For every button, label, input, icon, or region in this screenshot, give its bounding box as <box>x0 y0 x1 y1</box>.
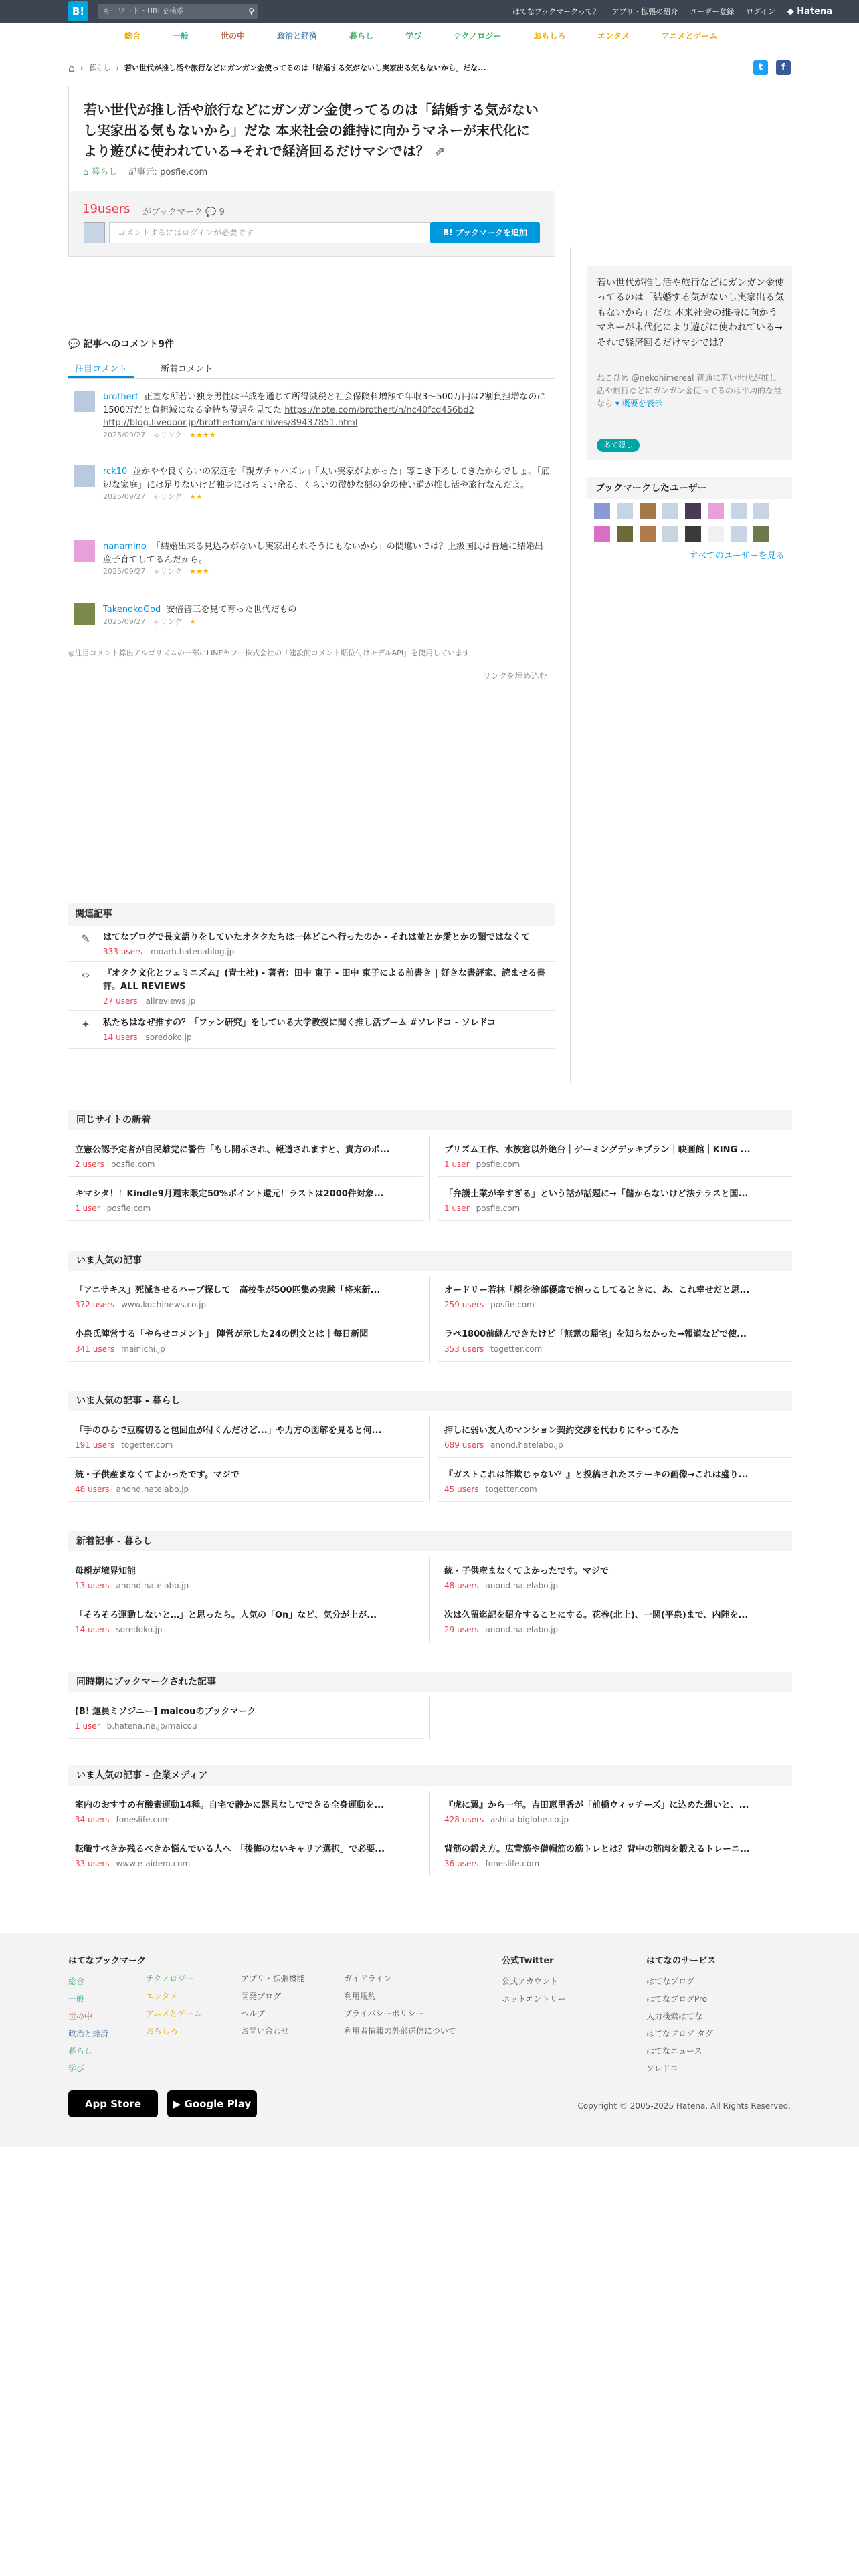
search-input[interactable] <box>98 4 258 19</box>
footer-col-apps <box>241 1970 305 2040</box>
comment-input[interactable]: コメントするにはログインが必要です <box>109 222 453 243</box>
section-heading: いま人気の記事 <box>68 1251 792 1271</box>
article-title[interactable]: 次は久留迄記を紹介することにする。花巻(北上)、一関(平泉)まで、内陸を... <box>444 1610 749 1620</box>
avatar[interactable] <box>617 503 633 519</box>
comment-link[interactable]: http://blog.livedoor.jp/brothertom/archives/89437851.html <box>103 418 358 428</box>
avatar[interactable] <box>74 603 95 625</box>
article-title[interactable]: [B! 運員ミソジニー] maicouのブックマーク <box>75 1707 256 1717</box>
article-meta <box>444 1344 542 1354</box>
google-play-badge[interactable]: ▶ Google Play <box>167 2090 257 2117</box>
article-users[interactable]: 36 users <box>444 1859 479 1868</box>
article-meta <box>75 1344 165 1354</box>
article-icon: ✎ <box>81 932 90 945</box>
article-cell[interactable] <box>68 1414 423 1458</box>
avatar[interactable] <box>617 526 633 542</box>
entry-title-text: 若い世代が推し活や旅行などにガンガン金使ってるのは「結婚する気がないし実家出る気もないから」だな 本来社会の維持に向かうマネーが末代化により遊びに使われている→それで経済回るだけマシでは？ <box>84 102 539 159</box>
article-domain[interactable]: anond.hatelabo.jp <box>116 1581 189 1590</box>
related-meta <box>103 946 234 957</box>
hatena-bookmark-logo[interactable]: B! <box>68 1 88 21</box>
nav-item[interactable]: 一般 <box>173 31 189 41</box>
article-meta <box>75 1859 190 1868</box>
article-domain[interactable]: togetter.com <box>490 1344 543 1354</box>
related-title[interactable]: はてなブログで長文語りをしていたオタクたちは一体どこへ行ったのか - それは並とか愛とかの類ではなくて <box>103 932 530 942</box>
article-meta <box>75 1160 155 1169</box>
related-meta <box>103 995 195 1006</box>
avatar[interactable] <box>594 503 610 519</box>
article-meta <box>75 1485 189 1494</box>
avatar[interactable] <box>74 540 95 562</box>
article-title[interactable]: オードリー若林「親を徐部優席で抱っこしてるときに、あ、これ幸せだと思... <box>444 1285 750 1295</box>
star-icon[interactable]: ★★★★ <box>189 430 216 439</box>
article-domain[interactable]: anond.hatelabo.jp <box>490 1440 563 1450</box>
tab-new-comments[interactable]: 新着コメント <box>161 364 213 374</box>
footer-link[interactable]: 開発ブログ <box>241 1992 282 2001</box>
entry-title[interactable] <box>84 100 539 162</box>
article-title[interactable]: 「手のひらで豆腐切ると包回血が付くんだけど...」や力方の図解を見ると何... <box>75 1426 382 1436</box>
article-cell[interactable] <box>68 1273 423 1317</box>
article-domain[interactable]: posfie.com <box>110 1160 155 1169</box>
article-users[interactable]: 1 user <box>75 1204 100 1213</box>
article-cell[interactable] <box>438 1414 792 1458</box>
nav-item[interactable]: 学び <box>405 31 422 41</box>
footer-heading: はてなブックマーク <box>68 1956 147 1966</box>
comments-count: 9 <box>219 207 225 217</box>
related-meta <box>103 1031 192 1043</box>
comments-heading <box>68 337 174 350</box>
footer-link[interactable]: はてなブログPro <box>646 1994 708 2004</box>
footer-link[interactable]: ソレドコ <box>646 2064 678 2073</box>
article-users[interactable]: 1 user <box>75 1721 100 1731</box>
article-users[interactable]: 372 users <box>75 1300 115 1309</box>
category-nav <box>0 23 859 49</box>
avatar[interactable] <box>662 526 678 542</box>
footer-link[interactable]: エンタメ <box>146 1992 178 2001</box>
article-cell[interactable] <box>68 1695 423 1739</box>
comment-date[interactable]: 2025/09/27 <box>103 617 146 626</box>
article-meta <box>444 1859 539 1868</box>
article-meta <box>444 1440 563 1450</box>
article-meta <box>444 1160 520 1169</box>
comment-meta <box>103 430 551 441</box>
footer-link[interactable]: 人力検索はてな <box>646 2012 703 2021</box>
comment-rank: ゃリンク <box>153 430 183 439</box>
comment-rank: ゃリンク <box>153 617 183 626</box>
comment-meta <box>103 617 551 628</box>
article-domain[interactable]: soredoko.jp <box>116 1625 163 1634</box>
twitter-share-icon[interactable]: t <box>753 60 768 75</box>
bookmark-label <box>142 205 225 217</box>
article-users[interactable]: 34 users <box>75 1815 110 1824</box>
avatar[interactable] <box>708 503 724 519</box>
bookmarked-users-heading: ブックマークしたユーザー <box>587 477 792 499</box>
article-meta <box>75 1721 197 1731</box>
footer <box>0 1933 859 2147</box>
avatar[interactable] <box>731 503 747 519</box>
footer-link[interactable]: 学び <box>68 2064 85 2073</box>
article-cell[interactable] <box>68 1317 423 1362</box>
article-title[interactable]: プリズム工作、水族窓以外絶台｜ゲーミングデッキプラン｜映画館｜KING ... <box>444 1145 751 1155</box>
footer-col-guides <box>344 1970 456 2040</box>
avatar[interactable] <box>74 465 95 487</box>
article-domain[interactable]: posfie.com <box>490 1300 535 1309</box>
related-item[interactable] <box>68 962 555 1011</box>
article-meta <box>75 1204 151 1213</box>
article-title[interactable]: キマシタ！！Kindle9月週末限定50%ポイント還元！ラストは2000件対象... <box>75 1189 384 1199</box>
avatar[interactable] <box>753 503 769 519</box>
comment-icon: 💬 <box>205 207 217 217</box>
article-meta <box>75 1815 170 1824</box>
article-users[interactable]: 689 users <box>444 1440 484 1450</box>
footer-link[interactable]: お問い合わせ <box>241 2026 290 2036</box>
footer-col-bookmark <box>68 1953 146 2077</box>
star-icon[interactable]: ★ <box>189 617 197 626</box>
tab-popular-comments[interactable]: 注目コメント <box>68 361 134 378</box>
comment-user[interactable]: nanamino <box>103 542 147 552</box>
related-users[interactable]: 333 users <box>103 947 143 956</box>
article-title[interactable]: 統・子供産まなくてよかったです。マジで <box>444 1566 609 1576</box>
related-domain[interactable]: soredoko.jp <box>145 1033 192 1042</box>
article-domain[interactable]: posfie.com <box>476 1160 520 1169</box>
comment-text: 並かやや良くらいの家庭を「親ガチャハズレ」「太い実家がよかった」等こき下ろしてきたからでしょ。「底辺な家庭」には足りないけど独身にはちょい余る、くらいの微妙な額の金の使い道が推し活や旅行なんだよ。 <box>103 467 550 490</box>
source-label: 記事元: <box>128 167 157 177</box>
add-bookmark-button[interactable]: B! ブックマークを追加 <box>430 222 540 243</box>
article-cell[interactable] <box>438 1177 792 1221</box>
avatar <box>84 222 105 243</box>
article-domain[interactable]: togetter.com <box>485 1485 537 1494</box>
article-title[interactable]: 立憲公認予定者が自民離党に警告「もし開示され、報道されますと、責方のポ... <box>75 1145 390 1155</box>
comment-item <box>68 540 555 587</box>
article-meta <box>75 1300 206 1309</box>
article-users[interactable]: 48 users <box>444 1581 479 1590</box>
nav-item[interactable]: 世の中 <box>221 31 246 41</box>
breadcrumb-current: 若い世代が推し活や旅行などにガンガン金使ってるのは「結婚する気がないし実家出る気もないから」だな... <box>124 64 486 72</box>
section-heading: いま人気の記事 - 企業メディア <box>68 1765 792 1786</box>
article-cell[interactable] <box>438 1317 792 1362</box>
article-meta <box>444 1485 537 1494</box>
article-users[interactable]: 29 users <box>444 1625 479 1634</box>
algorithm-note: ◎注目コメント算出アルゴリズムの一部にLINEヤフー株式会社の「建設的コメント順位付けモデルAPI」を使用しています <box>68 649 470 657</box>
article-cell[interactable] <box>438 1788 792 1832</box>
avatar[interactable] <box>640 503 656 519</box>
article-cell[interactable] <box>68 1554 423 1598</box>
summary-desc <box>597 372 784 411</box>
footer-link[interactable]: はてなニュース <box>646 2046 702 2056</box>
article-domain[interactable]: foneslife.com <box>116 1815 171 1824</box>
article-users[interactable]: 428 users <box>444 1815 484 1824</box>
article-domain[interactable]: anond.hatelabo.jp <box>485 1581 559 1590</box>
nav-item[interactable]: アニメとゲーム <box>661 31 718 41</box>
comment-user[interactable]: rck10 <box>103 467 128 477</box>
copyright: Copyright © 2005-2025 Hatena. All Rights Reserved. <box>577 2101 791 2111</box>
tag-icon: ✦ <box>81 1018 90 1031</box>
nav-item[interactable]: 総合 <box>124 31 141 41</box>
nav-item[interactable]: おもしろ <box>533 31 566 41</box>
article-users[interactable]: 14 users <box>75 1625 110 1634</box>
article-users[interactable]: 191 users <box>75 1440 115 1450</box>
related-title[interactable]: 私たちはなぜ推すの？「ファン研究」をしている大学教授に聞く推し活ブーム #ソレドコ - ソレドコ <box>103 1018 496 1028</box>
see-all-users-link[interactable]: すべてのユーザーを見る <box>689 551 785 561</box>
article-meta <box>444 1204 520 1213</box>
article-domain[interactable]: posfie.com <box>106 1204 151 1213</box>
article-meta <box>444 1581 558 1590</box>
comment-text: 「結婚出来る見込みがないし実家出られそうにもないから」の間違いでは？上級国民は普通に結婚出産子育てしてるんだから。 <box>103 542 543 565</box>
footer-link[interactable]: アプリ・拡張機能 <box>241 1974 305 1983</box>
footer-heading: 公式Twitter <box>502 1956 554 1966</box>
about-link[interactable]: はてなブックマークって？ <box>512 7 600 16</box>
bookmark-label-text: がブックマーク <box>142 207 203 217</box>
article-domain[interactable]: anond.hatelabo.jp <box>116 1485 189 1494</box>
article-users[interactable]: 341 users <box>75 1344 115 1354</box>
star-icon[interactable]: ★★★ <box>189 567 209 576</box>
article-users[interactable]: 48 users <box>75 1485 110 1494</box>
signup-link[interactable]: ユーザー登録 <box>690 7 735 16</box>
article-title[interactable]: 『虎に翼』から一年。吉田恵里香が「前橋ウィッチーズ」に込めた想いと、... <box>444 1800 749 1810</box>
article-cell[interactable] <box>438 1458 792 1502</box>
footer-link[interactable]: 公式アカウント <box>502 1977 558 1986</box>
article-meta <box>444 1625 558 1634</box>
chevron-right-icon: › <box>80 63 84 72</box>
article-domain[interactable]: togetter.com <box>121 1440 173 1450</box>
nav-item[interactable]: エンタメ <box>597 31 630 41</box>
footer-link[interactable]: 総合 <box>68 1977 85 1986</box>
section-heading: 新着記事 - 暮らし <box>68 1531 792 1551</box>
footer-heading: はてなのサービス <box>646 1956 717 1966</box>
article-title[interactable]: 「アニサキス」死滅させるハーブ探して 高校生が500匹集め実験「将来新... <box>75 1285 381 1295</box>
footer-link[interactable]: ヘルプ <box>241 2009 266 2018</box>
section-heading: いま人気の記事 - 暮らし <box>68 1391 792 1411</box>
article-title[interactable]: 小泉氏陣営する「やらせコメント」 陣営が示した24の例文とは｜毎日新聞 <box>75 1329 369 1339</box>
comments-heading-text: 記事へのコメント9件 <box>83 339 175 350</box>
footer-link[interactable]: 利用者情報の外部送信について <box>344 2026 456 2036</box>
article-meta <box>75 1581 189 1590</box>
category-label-text: 暮らし <box>91 167 118 177</box>
article-domain[interactable]: anond.hatelabo.jp <box>485 1625 559 1634</box>
breadcrumb <box>68 60 550 75</box>
article-cell[interactable] <box>68 1832 423 1876</box>
category-label[interactable]: ⌂ 暮らし <box>83 167 118 177</box>
article-cell[interactable] <box>68 1458 423 1502</box>
avatar[interactable] <box>708 526 724 542</box>
comment-user[interactable]: TakenokoGod <box>103 605 161 615</box>
article-cell[interactable] <box>438 1133 792 1177</box>
article-cell[interactable] <box>438 1273 792 1317</box>
related-domain[interactable]: moarh.hatenablog.jp <box>151 947 235 956</box>
article-users[interactable]: 45 users <box>444 1485 479 1494</box>
related-heading: 関連記事 <box>68 903 555 926</box>
article-meta <box>75 1625 163 1634</box>
entry-bookmark-bar <box>69 191 555 256</box>
footer-link[interactable]: ガイドライン <box>344 1974 392 1983</box>
source-domain[interactable]: posfie.com <box>160 167 208 177</box>
star-icon[interactable]: ★★ <box>189 492 203 501</box>
nav-item[interactable]: 政治と経済 <box>277 31 318 41</box>
article-users[interactable]: 353 users <box>444 1344 484 1354</box>
nav-item[interactable]: テクノロジー <box>454 31 502 41</box>
related-users[interactable]: 27 users <box>103 996 138 1006</box>
related-users[interactable]: 14 users <box>103 1033 138 1042</box>
footer-col-categories <box>146 1970 201 2040</box>
related-item[interactable] <box>68 1011 555 1049</box>
avatar[interactable] <box>594 526 610 542</box>
comment-rank: ゃリンク <box>153 567 183 576</box>
article-title[interactable]: 「そろそろ運動しないと…」と思ったら。人気の「On」など、気分が上が... <box>75 1610 377 1620</box>
search-icon[interactable]: ⚲ <box>248 7 254 16</box>
breadcrumb-category[interactable]: 暮らし <box>88 64 111 72</box>
article-users[interactable]: 259 users <box>444 1300 484 1309</box>
article-title[interactable]: 室内のおすすめ有酸素運動14種。自宅で静かに器具なしでできる全身運動を... <box>75 1800 385 1810</box>
comment-icon: 💬 <box>68 339 80 350</box>
article-domain[interactable]: b.hatena.ne.jp/maicou <box>106 1721 197 1731</box>
top-links <box>512 0 832 23</box>
article-cell[interactable] <box>438 1832 792 1876</box>
article-title[interactable]: 転職すべきか残るべきか悩んでいる人へ 「後悔のないキャリア選択」で必要... <box>75 1844 385 1854</box>
article-cell[interactable] <box>438 1554 792 1598</box>
entry-meta <box>83 165 207 177</box>
users-count[interactable]: 19users <box>82 202 130 216</box>
comment-text: 正直な所若い独身男性は平成を通じて所得減税と社会保険料増額で年収3～500万円は2割負担増なのに1500万だと負担減になる金持ち優遇を見てた <box>103 392 546 415</box>
comment-date[interactable]: 2025/09/27 <box>103 492 146 501</box>
comment-item <box>68 603 555 637</box>
article-title[interactable]: 『ガストこれは詐欺じゃない？』と投稿されたステーキの画像→これは盛り... <box>444 1470 749 1480</box>
article-cell[interactable] <box>438 1598 792 1642</box>
article-title[interactable]: 「弁護士業が辛すぎる」という話が話題に→「儲からないけど法テラスと国... <box>444 1189 749 1199</box>
article-cell[interactable] <box>68 1598 423 1642</box>
top-bar <box>0 0 859 23</box>
footer-link[interactable]: 政治と経済 <box>68 2029 109 2038</box>
entry-summary-box <box>587 266 792 460</box>
external-link-icon[interactable]: ⇗ <box>434 143 446 159</box>
article-users[interactable]: 1 user <box>444 1204 470 1213</box>
article-domain[interactable]: www.kochinews.co.jp <box>121 1300 207 1309</box>
article-title[interactable]: ラペ1800前継んできたけど「無意の帰宅」を知らなかった→報道などで使... <box>444 1329 747 1339</box>
show-summary-link[interactable]: ▾ 概要を表示 <box>615 399 662 409</box>
comment-item <box>68 391 555 451</box>
article-users[interactable]: 13 users <box>75 1581 110 1590</box>
footer-link[interactable]: おもしろ <box>146 2026 179 2036</box>
facebook-share-icon[interactable]: f <box>776 60 791 75</box>
footer-link[interactable]: プライバシーポリシー <box>344 2009 424 2018</box>
article-domain[interactable]: www.e-aidem.com <box>116 1859 191 1868</box>
avatar[interactable] <box>662 503 678 519</box>
footer-link[interactable]: はてなブログ タグ <box>646 2029 713 2038</box>
article-users[interactable]: 1 user <box>444 1160 470 1169</box>
search-placeholder: キーワード・URLを検索 <box>103 7 184 15</box>
article-users[interactable]: 33 users <box>75 1859 110 1868</box>
add-bookmark-label: ブックマークを追加 <box>455 228 527 237</box>
related-domain[interactable]: allreviews.jp <box>145 996 196 1006</box>
comment-date[interactable]: 2025/09/27 <box>103 430 146 439</box>
section-heading: 同時期にブックマークされた記事 <box>68 1672 792 1692</box>
chevron-right-icon: › <box>116 63 119 72</box>
article-meta <box>75 1440 173 1450</box>
footer-link[interactable]: 利用規約 <box>344 1992 377 2001</box>
comment-date[interactable]: 2025/09/27 <box>103 567 146 576</box>
article-meta <box>444 1815 569 1824</box>
article-cell[interactable] <box>68 1133 423 1177</box>
comment-tabs <box>68 361 555 379</box>
footer-link[interactable]: 一般 <box>68 1994 85 2004</box>
related-title[interactable]: 『オタク文化とフェミニズム』(青土社) - 著者：田中 東子 - 田中 東子による前書き | 好きな書評家、読ませる書評。ALL REVIEWS <box>103 968 545 992</box>
comment-rank: ゃリンク <box>153 492 183 501</box>
show-summary-label: 概要を表示 <box>622 399 662 409</box>
hatena-brand[interactable]: ◆ Hatena <box>787 6 832 17</box>
article-title[interactable]: 統・子供産まなくてよかったです。マジで <box>75 1470 240 1480</box>
article-title[interactable]: 背筋の鍛え方。広背筋や僧帽筋の筋トレとは？背中の筋肉を鍛えるトレーニ... <box>444 1844 750 1854</box>
footer-link[interactable]: 世の中 <box>68 2012 93 2021</box>
summary-desc-text: ねこひめ @nekohimereal 普通に若い世代が推し活や旅行などにガンガン金使ってるのは平均的な最なら <box>597 373 782 409</box>
comment-meta <box>103 566 551 578</box>
apps-link[interactable]: アプリ・拡張の紹介 <box>611 7 678 16</box>
article-domain[interactable]: mainichi.jp <box>121 1344 165 1354</box>
embed-link[interactable]: リンクを埋め込む <box>483 671 547 681</box>
comment-item <box>68 465 555 526</box>
nav-item[interactable]: 暮らし <box>349 31 374 41</box>
article-title[interactable]: 母親が境界知能 <box>75 1566 136 1576</box>
home-icon[interactable]: ⌂ <box>68 61 76 74</box>
tag-badge[interactable]: あて隠し <box>597 439 640 452</box>
summary-title: 若い世代が推し活や旅行などにガンガン金使ってるのは「結婚する気がないし実家出る気もないから」だな 本来社会の維持に向かうマネーが末代化により遊びに使われている→それで経済回るだけマシでは？ <box>597 278 784 348</box>
avatar[interactable] <box>685 526 701 542</box>
avatar[interactable] <box>685 503 701 519</box>
related-item[interactable] <box>68 926 555 962</box>
user-avatar-grid <box>594 503 792 542</box>
footer-link[interactable]: テクノロジー <box>146 1974 194 1983</box>
app-store-label: App Store <box>84 2098 142 2110</box>
footer-link[interactable]: ホットエントリー <box>502 1994 566 2004</box>
article-domain[interactable]: posfie.com <box>476 1204 520 1213</box>
footer-link[interactable]: 暮らし <box>68 2046 93 2056</box>
app-store-badge[interactable] <box>68 2090 158 2117</box>
article-domain[interactable]: foneslife.com <box>485 1859 540 1868</box>
article-users[interactable]: 2 users <box>75 1160 104 1169</box>
article-meta <box>444 1300 535 1309</box>
column-divider <box>570 247 571 1083</box>
avatar[interactable] <box>74 391 95 412</box>
avatar[interactable] <box>640 526 656 542</box>
section-heading: 同じサイトの新着 <box>68 1110 792 1130</box>
article-cell[interactable] <box>68 1177 423 1221</box>
avatar[interactable] <box>753 526 769 542</box>
article-cell[interactable] <box>68 1788 423 1832</box>
footer-link[interactable]: アニメとゲーム <box>146 2009 202 2018</box>
login-link[interactable]: ログイン <box>746 7 775 16</box>
avatar[interactable] <box>731 526 747 542</box>
footer-link[interactable]: はてなブログ <box>646 1977 695 1986</box>
footer-col-services <box>646 1953 716 2077</box>
comment-user[interactable]: brothert <box>103 392 139 402</box>
google-play-label: Google Play <box>184 2098 252 2110</box>
comment-text: 安倍晋三を見て育った世代だもの <box>166 605 297 615</box>
hatena-brand-label: Hatena <box>797 6 832 17</box>
code-icon: ‹› <box>81 968 90 981</box>
comment-link[interactable]: https://note.com/brothert/n/nc40fcd456bd2 <box>284 405 474 415</box>
article-title[interactable]: 押しに弱い友人のマンション契約交渉を代わりにやってみた <box>444 1426 679 1436</box>
comment-meta <box>103 492 551 503</box>
footer-col-twitter <box>502 1953 566 2008</box>
article-domain[interactable]: ashita.biglobe.co.jp <box>490 1815 569 1824</box>
